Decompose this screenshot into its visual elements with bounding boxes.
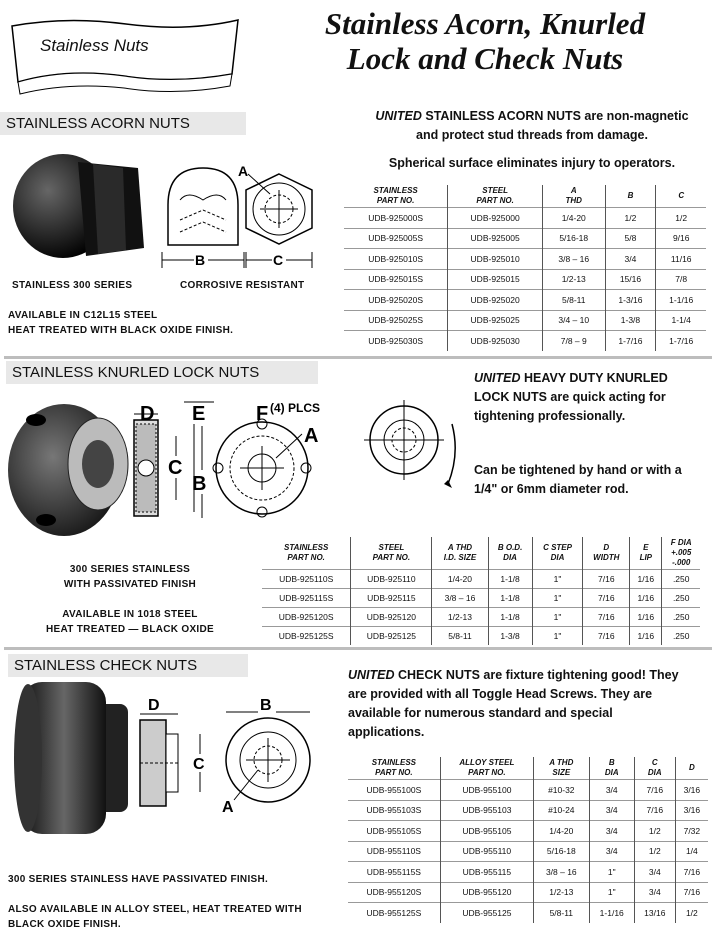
table-cell: 1-7/16 <box>656 331 706 351</box>
table-cell: UDB-925005 <box>448 228 543 249</box>
acorn-avail-line-1: AVAILABLE IN C12L15 STEEL <box>8 310 158 321</box>
table-row <box>344 208 706 229</box>
table-cell: UDB-925010 <box>448 249 543 270</box>
table-cell: UDB-925020 <box>448 290 543 311</box>
table-cell: 1/2 <box>634 821 675 842</box>
table-cell: 7/16 <box>583 570 630 589</box>
table-cell: 1" <box>589 862 634 883</box>
knurled-col-header-line: STEEL <box>378 543 405 552</box>
acorn-table <box>344 185 706 351</box>
check-col-header-line: STAINLESS <box>371 758 417 767</box>
table-row <box>344 310 706 331</box>
table-cell: 1-1/8 <box>488 608 532 627</box>
table-cell: 1/4 <box>675 841 708 862</box>
table-cell: 3/4 <box>634 862 675 883</box>
table-cell: UDB-955103 <box>440 800 533 821</box>
check-desc-line-4: applications. <box>348 725 425 739</box>
knurled-description <box>474 369 668 426</box>
page-title <box>262 6 708 76</box>
knurled-avail-line-1: AVAILABLE IN 1018 STEEL <box>62 609 198 620</box>
table-cell: 11/16 <box>656 249 706 270</box>
table-cell: UDB-925120 <box>351 608 432 627</box>
knurled-dim-c: C <box>168 457 183 479</box>
table-cell: #10-24 <box>534 800 590 821</box>
table-cell: 7/16 <box>583 608 630 627</box>
table-cell: 3/4 <box>589 841 634 862</box>
table-cell: 1/2 <box>675 903 708 923</box>
table-cell: 9/16 <box>656 228 706 249</box>
table-cell: UDB-925020S <box>344 290 448 311</box>
table-cell: UDB-955110S <box>348 841 440 862</box>
check-col-header-line: ALLOY STEEL <box>459 758 515 767</box>
table-cell: UDB-955110 <box>440 841 533 862</box>
table-cell: .250 <box>662 608 700 627</box>
table-cell: 7/16 <box>634 780 675 801</box>
table-cell: 3/16 <box>675 800 708 821</box>
table-row <box>348 800 708 821</box>
table-cell: 3/4 <box>605 249 656 270</box>
knurled-desc-line-4: Can be tightened by hand or with a <box>474 463 682 477</box>
table-cell: 7/16 <box>583 589 630 608</box>
banner-shape <box>6 12 244 100</box>
table-cell: UDB-955120S <box>348 882 440 903</box>
acorn-caption-corrosive: CORROSIVE RESISTANT <box>180 280 305 291</box>
table-cell: 15/16 <box>605 269 656 290</box>
acorn-avail-line-2: HEAT TREATED WITH BLACK OXIDE FINISH. <box>8 325 234 336</box>
table-cell: UDB-925110 <box>351 570 432 589</box>
check-col-header-line: SIZE <box>552 768 571 777</box>
knurled-col-header <box>432 537 488 570</box>
acorn-col-header <box>656 185 706 208</box>
acorn-description <box>356 107 708 173</box>
table-cell: UDB-925000S <box>344 208 448 229</box>
table-cell: 1/16 <box>630 608 662 627</box>
acorn-col-header-line: B <box>627 191 634 200</box>
acorn-col-header <box>542 185 605 208</box>
table-cell: UDB-955115S <box>348 862 440 883</box>
check-col-header-line: PART NO. <box>375 768 413 777</box>
check-heading: STAINLESS CHECK NUTS <box>8 654 248 677</box>
acorn-dim-a: A <box>238 163 249 179</box>
check-caption-line-3: BLACK OXIDE FINISH. <box>8 919 121 930</box>
table-cell: 7/16 <box>675 862 708 883</box>
table-cell: 3/4 <box>589 821 634 842</box>
knurled-front-drawing <box>184 394 334 530</box>
knurled-availability <box>0 607 260 637</box>
section-divider-2 <box>4 647 712 650</box>
table-cell: 1-1/8 <box>488 589 532 608</box>
table-cell: 1" <box>532 589 583 608</box>
table-cell: 3/8 – 16 <box>542 249 605 270</box>
check-side-drawing <box>118 690 214 810</box>
table-row <box>348 841 708 862</box>
acorn-desc-line-2: and protect stud threads from damage. <box>416 128 648 142</box>
knurled-dim-plcs: (4) PLCS <box>270 401 321 415</box>
table-cell: 7/16 <box>675 882 708 903</box>
table-cell: UDB-955100 <box>440 780 533 801</box>
table-cell: UDB-955125S <box>348 903 440 923</box>
acorn-dim-c: C <box>273 252 284 268</box>
knurled-desc-line-2: LOCK NUTS are quick acting for <box>474 390 666 404</box>
table-cell: 3/8 – 16 <box>432 589 488 608</box>
title-line-2: Lock and Check Nuts <box>346 41 624 76</box>
table-cell: UDB-925110S <box>262 570 351 589</box>
table-cell: UDB-955120 <box>440 882 533 903</box>
table-cell: 3/4 <box>634 882 675 903</box>
check-col-header <box>440 757 533 780</box>
table-row <box>344 269 706 290</box>
table-cell: 1-3/8 <box>488 627 532 646</box>
check-col-header <box>534 757 590 780</box>
check-col-header-line: A THD <box>549 758 574 767</box>
table-cell: UDB-925010S <box>344 249 448 270</box>
table-row <box>262 608 700 627</box>
knurled-col-header <box>583 537 630 570</box>
knurled-col-header <box>351 537 432 570</box>
check-col-header-line: D <box>688 763 695 772</box>
table-row <box>344 228 706 249</box>
table-row <box>344 290 706 311</box>
knurled-col-header <box>532 537 583 570</box>
table-cell: 1" <box>532 608 583 627</box>
knurled-dim-e: E <box>192 403 206 425</box>
table-cell: 1-3/8 <box>605 310 656 331</box>
table-cell: 1" <box>532 570 583 589</box>
check-col-header-line: DIA <box>604 768 619 777</box>
table-row <box>348 882 708 903</box>
knurled-avail-line-2: HEAT TREATED — BLACK OXIDE <box>46 624 214 635</box>
table-cell: 13/16 <box>634 903 675 923</box>
table-row <box>262 570 700 589</box>
knurled-col-header <box>662 537 700 570</box>
table-cell: UDB-925025 <box>448 310 543 331</box>
table-cell: 1/16 <box>630 627 662 646</box>
table-cell: UDB-925120S <box>262 608 351 627</box>
check-desc-brand: UNITED <box>348 668 395 682</box>
knurled-col-header-line: -.000 <box>672 558 691 567</box>
check-col-header <box>675 757 708 780</box>
title-line-1: Stainless Acorn, Knurled <box>324 6 646 41</box>
table-cell: UDB-925000 <box>448 208 543 229</box>
knurled-col-header-line: A THD <box>447 543 473 552</box>
knurled-col-header-line: F DIA <box>670 538 692 547</box>
knurled-col-header-line: +.005 <box>671 548 692 557</box>
knurled-col-header-line: DIA <box>503 553 517 562</box>
table-cell: UDB-955105S <box>348 821 440 842</box>
table-row <box>348 780 708 801</box>
acorn-desc-line-3: Spherical surface eliminates injury to operators. <box>388 156 676 170</box>
knurled-col-header <box>262 537 351 570</box>
knurled-dim-b: B <box>192 473 207 495</box>
table-cell: UDB-925030 <box>448 331 543 351</box>
table-cell: 1/2-13 <box>432 608 488 627</box>
table-cell: 1/2-13 <box>534 882 590 903</box>
table-cell: .250 <box>662 627 700 646</box>
knurled-desc-line-3: tightening professionally. <box>474 409 626 423</box>
table-row <box>262 589 700 608</box>
table-cell: UDB-955125 <box>440 903 533 923</box>
knurled-desc-brand: UNITED <box>474 371 521 385</box>
check-table <box>348 757 708 923</box>
knurled-col-header-line: D <box>603 543 610 552</box>
table-cell: UDB-955105 <box>440 821 533 842</box>
acorn-dim-b: B <box>195 252 206 268</box>
table-cell: UDB-925025S <box>344 310 448 331</box>
acorn-col-header <box>448 185 543 208</box>
table-cell: .250 <box>662 570 700 589</box>
check-col-header-line: DIA <box>647 768 662 777</box>
table-row <box>348 821 708 842</box>
knurled-dim-f: F <box>256 403 269 425</box>
table-cell: UDB-925125S <box>262 627 351 646</box>
knurled-caption-line-1: 300 SERIES STAINLESS <box>69 564 191 575</box>
check-dim-a: A <box>222 799 234 814</box>
table-cell: 3/4 <box>589 800 634 821</box>
table-cell: 7/16 <box>634 800 675 821</box>
table-cell: 1-3/16 <box>605 290 656 311</box>
table-cell: #10-32 <box>534 780 590 801</box>
table-cell: 5/16-18 <box>542 228 605 249</box>
table-cell: UDB-955103S <box>348 800 440 821</box>
table-cell: UDB-925125 <box>351 627 432 646</box>
table-row <box>344 249 706 270</box>
acorn-col-header <box>344 185 448 208</box>
acorn-availability <box>8 308 233 338</box>
check-col-header <box>634 757 675 780</box>
table-cell: 3/8 – 16 <box>534 862 590 883</box>
acorn-col-header-line: STAINLESS <box>373 186 418 195</box>
table-cell: UDB-925030S <box>344 331 448 351</box>
knurled-col-header-line: DIA <box>550 553 565 562</box>
table-cell: 1/2 <box>656 208 706 229</box>
check-caption-line-2: ALSO AVAILABLE IN ALLOY STEEL, HEAT TREATED WITH <box>8 904 302 915</box>
table-cell: 1" <box>589 882 634 903</box>
table-cell: 5/8-11 <box>432 627 488 646</box>
knurled-col-header-line: C STEP <box>543 543 572 552</box>
table-cell: 3/4 <box>589 780 634 801</box>
table-row <box>344 331 706 351</box>
table-cell: 1/2 <box>634 841 675 862</box>
table-row <box>348 903 708 923</box>
check-col-header <box>589 757 634 780</box>
acorn-col-header-line: THD <box>565 196 582 205</box>
table-cell: 1-1/16 <box>589 903 634 923</box>
check-dim-c: C <box>193 756 205 773</box>
check-col-header-line: B <box>608 758 615 767</box>
check-caption-2 <box>8 902 302 932</box>
knurled-dim-d: D <box>140 403 155 425</box>
knurled-description-2 <box>474 461 682 499</box>
check-dim-d: D <box>148 697 160 714</box>
table-cell: 7/32 <box>675 821 708 842</box>
table-cell: UDB-925115S <box>262 589 351 608</box>
table-row <box>262 627 700 646</box>
check-col-header-line: C <box>651 758 658 767</box>
table-cell: 1-1/4 <box>656 310 706 331</box>
knurled-col-header <box>488 537 532 570</box>
table-cell: 3/16 <box>675 780 708 801</box>
check-desc-line-3: available for numerous standard and special <box>348 706 613 720</box>
check-desc-line-2: are provided with all Toggle Head Screws. They are <box>348 687 653 701</box>
table-cell: 1/2-13 <box>542 269 605 290</box>
acorn-col-header-line: STEEL <box>482 186 509 195</box>
table-cell: 1/4-20 <box>542 208 605 229</box>
check-col-header <box>348 757 440 780</box>
acorn-col-header <box>605 185 656 208</box>
check-nut-photo <box>4 676 136 840</box>
table-cell: 1/4-20 <box>432 570 488 589</box>
knurled-col-header-line: STAINLESS <box>284 543 329 552</box>
knurled-nut-photo <box>6 392 130 542</box>
knurled-col-header-line: I.D. SIZE <box>443 553 477 562</box>
section-divider-1 <box>4 356 712 359</box>
knurled-desc-line-5: 1/4" or 6mm diameter rod. <box>474 482 629 496</box>
acorn-nut-photo <box>8 148 148 266</box>
table-cell: 3/4 – 10 <box>542 310 605 331</box>
table-cell: 5/8 <box>605 228 656 249</box>
acorn-desc-line-1: STAINLESS ACORN NUTS are non-magnetic <box>421 109 689 123</box>
knurled-heading: STAINLESS KNURLED LOCK NUTS <box>6 361 318 384</box>
table-cell: UDB-955100S <box>348 780 440 801</box>
table-cell: 1-7/16 <box>605 331 656 351</box>
knurled-col-header-line: LIP <box>639 553 653 562</box>
knurled-dim-a: A <box>304 425 319 447</box>
check-col-header-line: PART NO. <box>468 768 506 777</box>
knurled-col-header-line: PART NO. <box>372 553 411 562</box>
table-cell: .250 <box>662 589 700 608</box>
table-cell: 5/8-11 <box>542 290 605 311</box>
table-row <box>348 862 708 883</box>
check-dim-b: B <box>260 697 272 714</box>
table-cell: 1/2 <box>605 208 656 229</box>
table-cell: UDB-955115 <box>440 862 533 883</box>
table-cell: 5/16-18 <box>534 841 590 862</box>
knurled-col-header-line: PART NO. <box>287 553 325 562</box>
table-cell: UDB-925015S <box>344 269 448 290</box>
table-cell: 1/4-20 <box>534 821 590 842</box>
acorn-col-header-line: C <box>678 191 685 200</box>
knurled-desc-line-1: HEAVY DUTY KNURLED <box>520 371 668 385</box>
table-cell: 1-1/8 <box>488 570 532 589</box>
knurled-col-header-line: WIDTH <box>593 553 620 562</box>
table-cell: 5/8-11 <box>534 903 590 923</box>
knurled-col-header-line: E <box>643 543 649 552</box>
acorn-col-header-line: PART NO. <box>376 196 415 205</box>
knurled-table <box>262 537 700 645</box>
acorn-caption-series: STAINLESS 300 SERIES <box>12 280 133 291</box>
table-cell: 7/8 <box>656 269 706 290</box>
check-front-drawing <box>218 690 318 814</box>
table-cell: UDB-925015 <box>448 269 543 290</box>
table-cell: 1/16 <box>630 589 662 608</box>
acorn-col-header-line: PART NO. <box>476 196 514 205</box>
table-cell: 7/16 <box>583 627 630 646</box>
table-cell: 1/16 <box>630 570 662 589</box>
acorn-desc-brand: UNITED <box>375 109 422 123</box>
check-desc-line-1: CHECK NUTS are fixture tightening good! They <box>394 668 679 682</box>
table-cell: 7/8 – 9 <box>542 331 605 351</box>
knurled-wrench-diagram <box>356 384 460 496</box>
knurled-col-header-line: B O.D. <box>497 543 523 552</box>
acorn-col-header-line: A <box>570 186 577 195</box>
acorn-top-drawing <box>234 160 324 272</box>
check-caption-1: 300 SERIES STAINLESS HAVE PASSIVATED FINISH. <box>8 874 269 885</box>
table-cell: UDB-925005S <box>344 228 448 249</box>
knurled-col-header <box>630 537 662 570</box>
knurled-caption-line-2: WITH PASSIVATED FINISH <box>63 579 197 590</box>
table-cell: 1" <box>532 627 583 646</box>
table-cell: 1-1/16 <box>656 290 706 311</box>
banner-label: Stainless Nuts <box>40 36 149 55</box>
acorn-heading: STAINLESS ACORN NUTS <box>0 112 246 135</box>
check-description <box>348 666 708 742</box>
table-cell: UDB-925115 <box>351 589 432 608</box>
knurled-caption <box>0 562 260 592</box>
